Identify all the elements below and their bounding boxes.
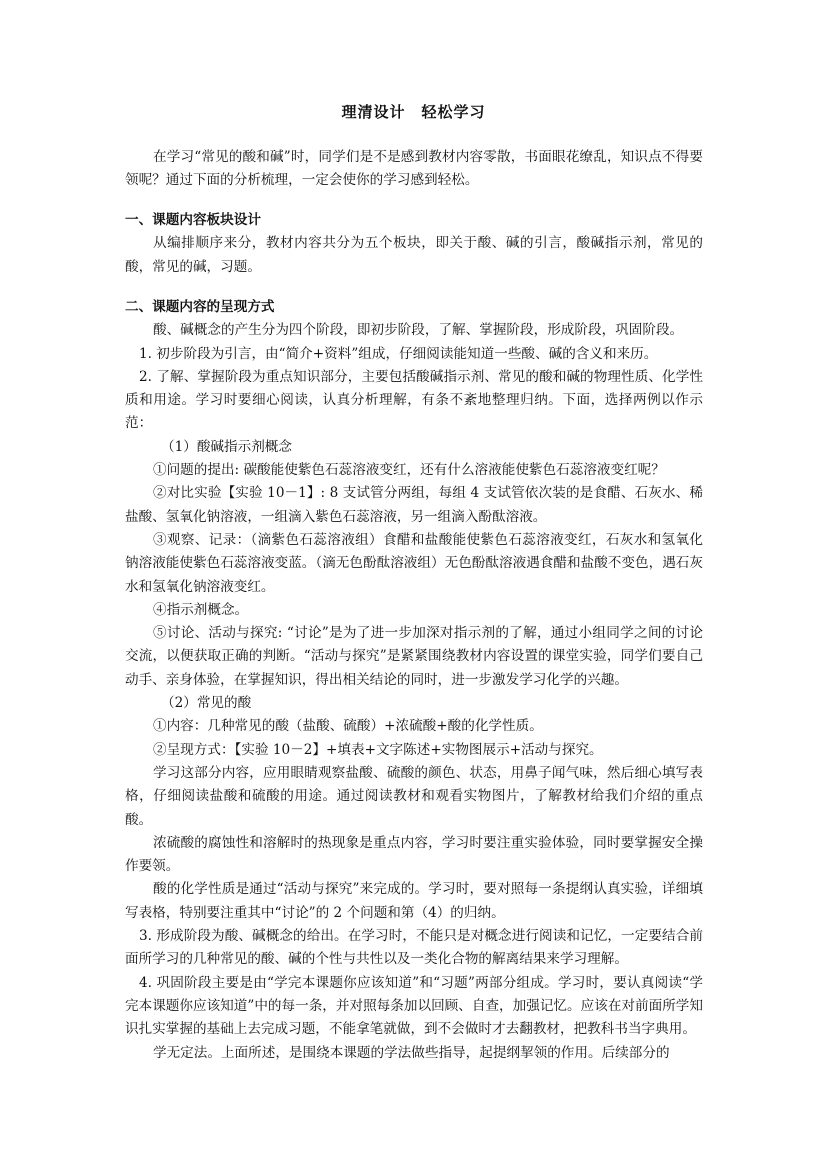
acid-point-2: ②呈现方式：【实验 10－2】+填表+文字陈述+实物图展示+活动与探究。: [153, 741, 603, 758]
stage-3-paragraph: 3. 形成阶段为酸、碱概念的给出。在学习时，不能只是对概念进行阅读和记忆，一定要结合前面所学习的几种常见的酸、碱的个性与共性以及一类化合物的解离结果来学习理解。: [125, 928, 703, 968]
section-2: [125, 296, 703, 1065]
acid-point-1: ①内容：几种常见的酸（盐酸、硫酸）+浓硫酸+酸的化学性质。: [153, 718, 543, 735]
intro-paragraph: 在学习“常见的酸和碱”时，同学们是不是感到教材内容零散，书面眼花缭乱，知识点不得要领呢？通过下面的分析梳理，一定会使你的学习感到轻松。: [125, 149, 703, 189]
stage-2-paragraph: 2. 了解、掌握阶段为重点知识部分，主要包括酸碱指示剂、常见的酸和碱的物理性质、化学性质和用途。学习时要细心阅读，认真分析理解，有条不紊地整理归纳。下面，选择两例以作示范：: [125, 368, 703, 432]
section-1-heading: 一、课题内容板块设计: [125, 212, 261, 228]
section-1-body: 从编排顺序来分，教材内容共分为五个板块，即关于酸、碱的引言，酸碱指示剂，常见的酸，常见的碱，习题。: [125, 235, 703, 275]
indicator-point-3: ③观察、记录：（滴紫色石蕊溶液组）食醋和盐酸能使紫色石蕊溶液变红，石灰水和氢氧化钠溶液能使紫色石蕊溶液变蓝。（滴无色酚酞溶液组）无色酚酞溶液遇食醋和盐酸不变色，遇石灰水和氢氧化钠溶液变红。: [125, 531, 703, 595]
document-title: 理清设计 轻松学习: [341, 103, 486, 121]
acid-paragraph-3: 酸的化学性质是通过“活动与探究”来完成的。学习时，要对照每一条提纲认真实验，详细填写表格，特别要注重其中“讨论”的 2 个问题和第（4）的归纳。: [125, 881, 703, 921]
closing-paragraph: 学无定法。上面所述，是围绕本课题的学法做些指导，起提纲挈领的作用。后续部分的: [153, 1044, 670, 1061]
indicator-point-4: ④指示剂概念。: [153, 601, 249, 618]
acid-paragraph-1: 学习这部分内容，应用眼睛观察盐酸、硫酸的颜色、状态，用鼻子闻气味，然后细心填写表格，仔细阅读盐酸和硫酸的用途。通过阅读教材和观看实物图片，了解教材给我们介绍的重点酸。: [125, 764, 703, 828]
intro-block: [125, 146, 703, 193]
section-2-heading: 二、课题内容的呈现方式: [125, 299, 275, 315]
indicator-point-1: ①问题的提出: 碳酸能使紫色石蕊溶液变红，还有什么溶液能使紫色石蕊溶液变红呢？: [153, 462, 665, 479]
indicator-point-5: ⑤讨论、活动与探究: “讨论”是为了进一步加深对指示剂的了解，通过小组同学之间的讨论交流，以便获取正确的判断。“活动与探究”是紧紧围绕教材内容设置的课堂实验，同学们要自己动手、亲身体验，在掌握知识，得出相关结论的同时，进一步激发学习化学的兴趣。: [125, 625, 703, 688]
subsection-1-title: （1）酸碱指示剂概念: [161, 438, 292, 455]
section-2-paragraph: 酸、碱概念的产生分为四个阶段，即初步阶段，了解、掌握阶段，形成阶段，巩固阶段。: [153, 322, 684, 339]
subsection-2-title: （2）常见的酸: [161, 695, 252, 712]
acid-paragraph-2: 浓硫酸的腐蚀性和溶解时的热现象是重点内容，学习时要注重实验体验，同时要掌握安全操作要领。: [125, 834, 703, 875]
indicator-point-2: ②对比实验【实验 10－1】: 8 支试管分两组，每组 4 支试管依次装的是食醋、石灰水、稀盐酸、氢氧化钠溶液，一组滴入紫色石蕊溶液，另一组滴入酚酞溶液。: [125, 485, 703, 525]
stage-4-paragraph: 4. 巩固阶段主要是由“学完本课题你应该知道”和“习题”两部分组成。学习时，要认真阅读“学完本课题你应该知道”中的每一条，并对照每条加以回顾、自查，加强记忆。应该在对前面所学知识扎实掌握的基础上去完成习题，不能拿笔就做，到不会做时才去翻教材，把教科书当字典用。: [125, 974, 703, 1038]
stage-1-paragraph: 1. 初步阶段为引言，由“简介+资料”组成，仔细阅读能知道一些酸、碱的含义和来历。: [139, 345, 658, 362]
section-1: [125, 209, 703, 279]
